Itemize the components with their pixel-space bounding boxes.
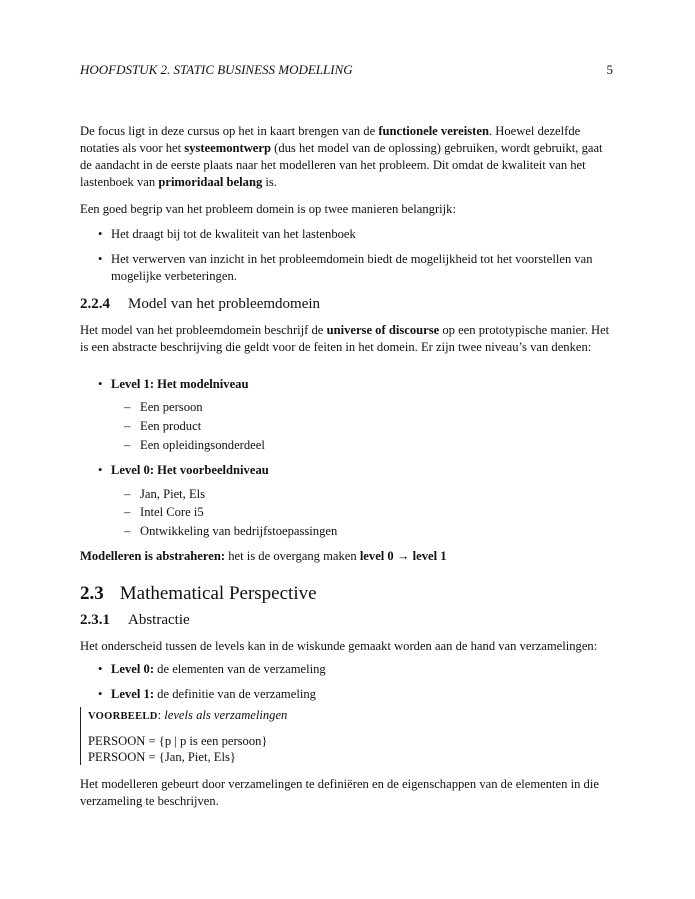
section-heading-224: 2.2.4 Model van het probleemdomein <box>80 296 321 312</box>
list-item: • Level 1: Het modelniveau <box>98 377 249 391</box>
chapter-title: HOOFDSTUK 2. STATIC BUSINESS MODELLING <box>80 62 353 77</box>
list-item: • Level 1: de definitie van de verzameling <box>98 687 316 701</box>
running-header <box>80 62 613 78</box>
section-heading-231: 2.3.1 Abstractie <box>80 612 190 628</box>
intro-paragraph: De focus ligt in deze cursus op het in kaart brengen van de functionele vereisten. Hoewel dezelfde notaties als voor het systeemontwerp (dus het model van de oplossing) gebruiken, wordt gebruikt, gaat de aandacht in de eerste plaats naar het modelleren van het probleem. Dit omdat de kwaliteit van het lastenboek van primoridaal belang is. <box>80 124 603 189</box>
example-line: PERSOON = {p | p is een persoon} <box>88 734 268 748</box>
list-item: • Level 0: Het voorbeeldniveau <box>98 463 269 477</box>
sub-list-item: – Ontwikkeling van bedrijfstoepassingen <box>124 524 338 538</box>
sub-list-item: – Intel Core i5 <box>124 505 204 519</box>
abstraction-statement: Modelleren is abstraheren: het is de overgang maken level 0 → level 1 <box>80 549 447 563</box>
closing-paragraph: Het modelleren gebeurt door verzamelingen te definiëren en de eigenschappen van de elementen in die verzameling te beschrijven. <box>80 777 599 808</box>
list-item: • Het draagt bij tot de kwaliteit van het lastenboek <box>98 227 356 241</box>
sub-list-item: – Een persoon <box>124 400 203 414</box>
example-line: PERSOON = {Jan, Piet, Els} <box>88 750 236 764</box>
section-heading-23: 2.3 Mathematical Perspective <box>80 583 317 604</box>
list-item: • Het verwerven van inzicht in het probleemdomein biedt de mogelijkheid tot het voorstellen van mogelijke verbeteringen. <box>98 252 593 283</box>
example-box: VOORBEELD: levels als verzamelingen PERSOON = {p | p is een persoon} PERSOON = {Jan, Piet, Els} <box>80 707 488 765</box>
sets-paragraph: Het onderscheid tussen de levels kan in de wiskunde gemaakt worden aan de hand van verzamelingen: <box>80 639 598 653</box>
page-number: 5 <box>606 62 613 77</box>
sub-list-item: – Een product <box>124 419 202 433</box>
model-paragraph: Het model van het probleemdomein beschrijf de universe of discourse op een prototypische manier. Het is een abstracte beschrijving die geldt voor de feiten in het domein. Er zijn twee niveau’s van denken: <box>80 323 610 354</box>
example-tag: VOORBEELD <box>88 711 158 722</box>
sub-list-item: – Jan, Piet, Els <box>124 487 206 501</box>
importance-paragraph: Een goed begrip van het probleem domein is op twee manieren belangrijk: <box>80 202 456 216</box>
list-item: • Level 0: de elementen van de verzameling <box>98 662 326 676</box>
sub-list-item: – Een opleidingsonderdeel <box>124 438 265 452</box>
example-title: levels als verzamelingen <box>164 708 288 722</box>
